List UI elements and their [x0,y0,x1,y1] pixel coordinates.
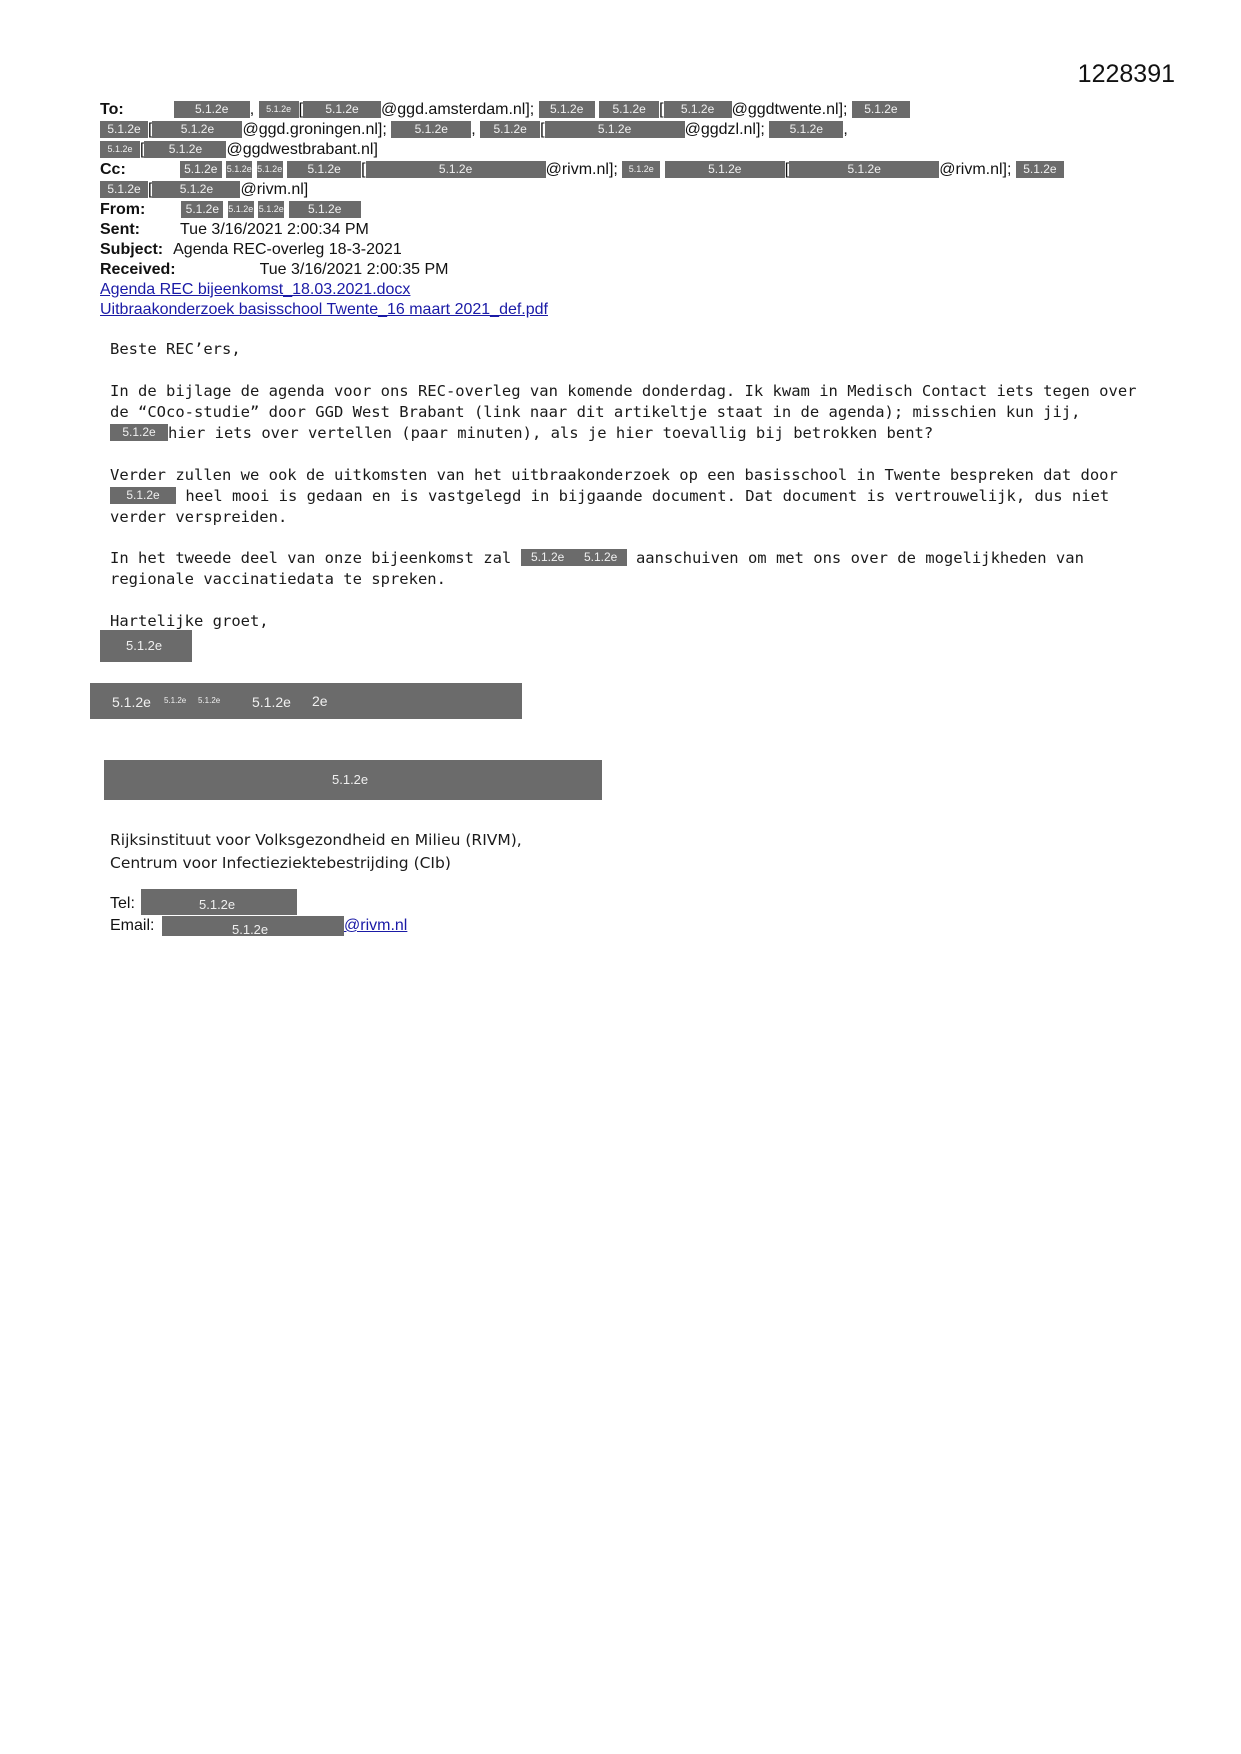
redaction: 5.1.2e [144,141,226,158]
paragraph-1-text-b: hier iets over vertellen (paar minuten), als je hier toevallig bij betrokken bent? [168,424,934,442]
email-domain: @ggdtwente.nl]; [731,101,848,118]
received-label: Received: [100,261,176,278]
sent-label: Sent: [100,221,140,238]
to-label: To: [100,101,124,118]
redaction: 5.1.2e [789,161,939,178]
email-line [110,915,408,937]
email-label: Email: [110,917,155,934]
to-line-1: To: 5.1.2e , 5.1.2e [ 5.1.2e @ggd.amsterdam.nl]; 5.1.2e 5.1.2e [ 5.1.2e @ggdtwente.nl]; 5.1.2e [100,100,910,120]
redaction: 5.1.2e [521,549,575,566]
email-domain-link[interactable]: @rivm.nl [344,917,408,934]
email-redaction [162,916,344,936]
from-label: From: [100,201,146,218]
tel-label: Tel: [110,895,135,912]
email-domain: @ggdwestbrabant.nl] [226,141,378,158]
redaction-label: 5.1.2e [252,694,291,710]
cc-line-1: Cc: 5.1.2e 5.1.2e 5.1.2e 5.1.2e [ 5.1.2e @rivm.nl]; 5.1.2e 5.1.2e [ 5.1.2e @rivm.nl]; 5.1.2e [100,160,1064,180]
email-domain: @ggd.groningen.nl]; [242,121,387,138]
redaction: 5.1.2e [257,161,283,178]
redaction: 5.1.2e [545,121,685,138]
redaction: 5.1.2e [852,101,910,118]
redaction: 5.1.2e [100,181,148,198]
redaction-label: 5.1.2e [112,694,151,710]
attachment-pdf-link[interactable]: Uitbraakonderzoek basisschool Twente_16 maart 2021_def.pdf [100,301,548,318]
email-domain: @rivm.nl]; [545,161,618,178]
paragraph-1-text-a: In de bijlage de agenda voor ons REC-overleg van komende donderdag. Ik kwam in Medisch Contact iets tegen over de “COco-studie” door GGD West Brabant (link naar dit artikeltje staat in de agenda); misschien kun jij, [110,382,1137,421]
paragraph-2 [110,465,1140,528]
redaction: 5.1.2e [110,487,176,504]
redaction: 5.1.2e [599,101,659,118]
redaction: 5.1.2e [259,101,299,118]
redaction: 5.1.2e [180,161,222,178]
redaction-label: 2e [312,693,328,709]
redaction: 5.1.2e [226,161,252,178]
closing-text: Hartelijke groet, [110,612,269,630]
received-value: Tue 3/16/2021 2:00:35 PM [259,261,449,278]
redaction-label: 5.1.2e [198,696,221,705]
greeting-text: Beste REC’ers, [110,340,241,358]
redaction: 5.1.2e [769,121,843,138]
redaction: 5.1.2e [664,101,732,118]
redaction: 5.1.2e [391,121,471,138]
organization-line-2: Centrum voor Infectieziektebestrijding (CIb) [110,854,451,872]
document-number: 1228391 [1077,60,1175,88]
redaction: 5.1.2e [539,101,595,118]
tel-line [110,893,236,914]
signature-name-redaction [100,630,192,662]
email-domain: @ggdzl.nl]; [684,121,765,138]
signature-department-redaction [104,760,602,800]
redaction-label: 5.1.2e [232,922,269,937]
email-domain: @rivm.nl] [240,181,309,198]
redaction: 5.1.2e [289,201,361,218]
subject-line [100,240,402,260]
redaction-label: 5.1.2e [199,897,236,912]
redaction: 5.1.2e [1016,161,1064,178]
email-domain: @rivm.nl]; [939,161,1012,178]
redaction: 5.1.2e [110,424,168,441]
paragraph-2-text-a: Verder zullen we ook de uitkomsten van het uitbraakonderzoek op een basisschool in Twente bespreken dat door [110,466,1118,484]
received-line [100,260,448,280]
redaction: 5.1.2e [287,161,361,178]
redaction: 5.1.2e [303,101,381,118]
redaction: 5.1.2e [258,201,284,218]
subject-value: Agenda REC-overleg 18-3-2021 [173,241,402,258]
paragraph-3-text-b: aanschuiven om met ons over de mogelijkheden van regionale vaccinatiedata te spreken. [110,549,1084,588]
redaction: 5.1.2e [366,161,546,178]
tel-redaction [141,889,297,915]
paragraph-3 [110,548,1140,590]
redaction: 5.1.2e [152,181,240,198]
paragraph-2-text-b: heel mooi is gedaan en is vastgelegd in bijgaande document. Dat document is vertrouwelijk, dus niet verder verspreiden. [110,487,1110,526]
redaction-label: 5.1.2e [332,772,369,787]
redaction: 5.1.2e [665,161,785,178]
closing [110,611,1140,632]
redaction: 5.1.2e [228,201,254,218]
redaction-label: 5.1.2e [126,638,163,653]
organization [110,829,522,875]
redaction: 5.1.2e [181,201,223,218]
signature-title-redaction [90,683,522,719]
sent-line [100,220,369,240]
email-domain: @ggd.amsterdam.nl]; [381,101,535,118]
redaction-label: 5.1.2e [164,696,187,705]
redaction: 5.1.2e [100,141,140,158]
redaction: 5.1.2e [174,101,250,118]
subject-label: Subject: [100,241,164,258]
sent-value: Tue 3/16/2021 2:00:34 PM [180,221,369,238]
redaction: 5.1.2e [622,161,660,178]
greeting [110,339,1140,360]
from-line [100,200,361,220]
attachment-link[interactable] [100,280,410,300]
redaction: 5.1.2e [152,121,242,138]
redaction: 5.1.2e [480,121,540,138]
attachment-link[interactable] [100,300,548,320]
paragraph-3-text-a: In het tweede deel van onze bijeenkomst zal [110,549,512,567]
attachment-docx-link[interactable]: Agenda REC bijeenkomst_18.03.2021.docx [100,281,411,298]
cc-label: Cc: [100,161,126,178]
redaction: 5.1.2e [100,121,148,138]
to-line-2: 5.1.2e [ 5.1.2e @ggd.groningen.nl]; 5.1.2e , 5.1.2e [ 5.1.2e @ggdzl.nl]; 5.1.2e , [100,120,848,140]
redaction: 5.1.2e [575,549,627,566]
organization-line-1: Rijksinstituut voor Volksgezondheid en Milieu (RIVM), [110,831,522,849]
paragraph-1 [110,381,1140,444]
cc-line-2: 5.1.2e [ 5.1.2e @rivm.nl] [100,180,308,200]
to-line-3: 5.1.2e [ 5.1.2e @ggdwestbrabant.nl] [100,140,378,160]
